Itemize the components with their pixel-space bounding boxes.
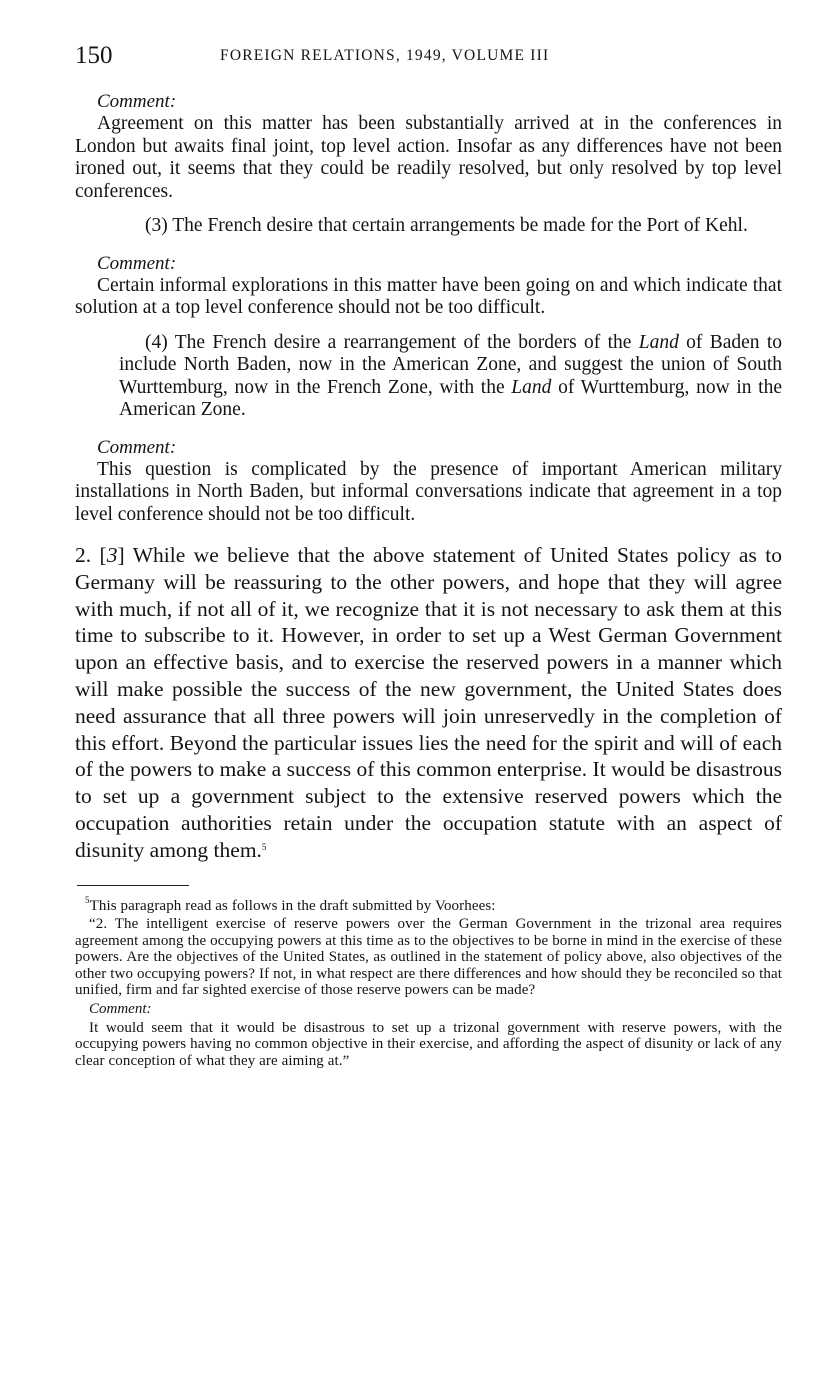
footnote-reference: 5 xyxy=(261,841,267,852)
comment-section-2 xyxy=(75,252,782,320)
main-paragraph xyxy=(75,542,782,864)
item-4-part-a: (4) The French desire a rearrangement of the borders of the xyxy=(145,331,639,353)
main-para-bracket-close: ] xyxy=(117,543,125,567)
comment-text-2: Certain informal explorations in this matter have been going on and which indicate that solution at a top level conference should not be too difficult. xyxy=(75,274,782,318)
item-4 xyxy=(75,332,782,422)
comment-label: Comment: xyxy=(97,436,177,458)
item-4-part-b: of Baden to include North Baden, now in the American Zone, and suggest the union of South Wurttemburg, now in the French Zone, with the xyxy=(119,331,782,398)
main-para-text: While we believe that the above statement of United States policy as to Germany will be reassuring to the other powers, and hope that they will agree with much, if not all of it, we recognize that it is not necessary to ask them at this time to subscribe to it. However, in order to set up a West German Government upon an effective basis, and to exercise the reserved powers in a manner which will make possible the success of the new government, the United States does need assurance that all three powers will join unreservedly in the completion of this effort. Beyond the particular issues lies the need for the spirit and will of each of the powers to make a success of this common enterprise. It would be disastrous to set up a government subject to the extensive reserved powers which the occupation authorities retain under the occupation statute with an aspect of disunity among them. xyxy=(75,543,782,862)
item-4-land-1: Land xyxy=(638,331,679,353)
item-3: (3) The French desire that certain arrangements be made for the Port of Kehl. xyxy=(145,215,748,236)
footnote-comment-label: Comment: xyxy=(89,1000,152,1017)
footnote-intro-text: This paragraph read as follows in the draft submitted by Voorhees: xyxy=(89,897,496,914)
comment-section-1 xyxy=(75,90,782,203)
page-number: 150 xyxy=(75,42,113,69)
comment-label: Comment: xyxy=(97,91,177,112)
document-page xyxy=(75,38,782,1069)
footnote-divider xyxy=(77,885,189,886)
main-para-number: 2. [ xyxy=(75,543,107,567)
comment-text-1: Agreement on this matter has been substantially arrived at in the conferences in London but awaits final joint, top level action. Insofar as any differences have not been ironed out, it seems that they could be readily resolved, but only resolved by top level conferences. xyxy=(75,113,782,202)
footnote xyxy=(75,894,782,1070)
page-header xyxy=(75,38,782,72)
comment-section-3 xyxy=(75,436,782,527)
item-4-part-c: of Wurttemburg, now in the American Zone. xyxy=(119,376,782,420)
footnote-quote: “2. The intelligent exercise of reserve powers over the German Government in the trizonal area requires agreement among the occupying powers at this time as to the objectives to be borne in mind in the exercise of these powers. Are the objectives of the United States, as outlined in the statement of policy above, also objectives of the other two occupying powers? If not, in what respect are there differences and how should they be reconciled so that unified, firm and far sighted exercise of those reserve powers can be made? xyxy=(75,916,782,999)
footnote-tail: It would seem that it would be disastrous to set up a trizonal government with reserve powers, with the occupying powers having no common objective in their exercise, and affording the aspect of disunity or lack of any clear conception of what they are aiming at.” xyxy=(75,1019,782,1069)
footnote-mark: 5 xyxy=(85,894,90,905)
comment-label: Comment: xyxy=(97,252,177,274)
comment-text-3: This question is complicated by the presence of important American military installations in North Baden, but informal conversations indicate that agreement in a top level conference should not be too difficult. xyxy=(75,458,782,525)
running-head: FOREIGN RELATIONS, 1949, VOLUME III xyxy=(220,47,550,64)
item-4-land-2: Land xyxy=(511,376,552,398)
main-para-bracket-number: 3 xyxy=(106,543,118,567)
footnote-intro xyxy=(75,894,782,915)
